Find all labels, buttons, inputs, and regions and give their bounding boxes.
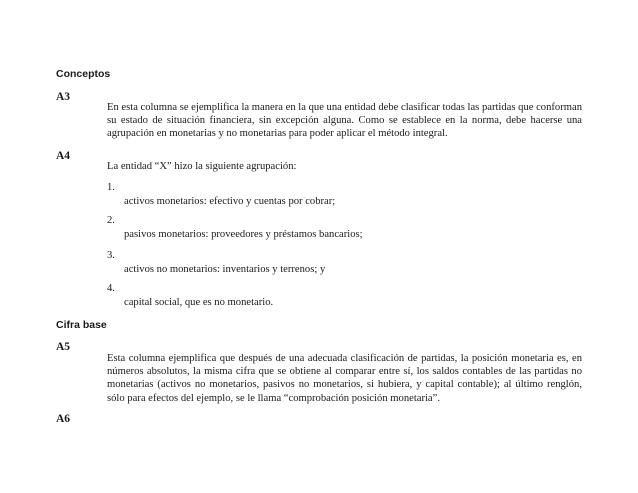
list-item-text: pasivos monetarios: proveedores y préstamos bancarios; [124, 229, 363, 240]
entry-label-a5: A5 [56, 341, 71, 353]
entry-label-a6: A6 [56, 413, 71, 425]
list-item-number: 3. [107, 250, 115, 261]
entry-label-a3: A3 [56, 91, 71, 103]
entry-text-a3: En esta columna se ejemplifica la manera en la que una entidad debe clasificar todas las partidas que conforman su estado de situación financiera, sin excepción alguna. Como se establece en la norma, debe hacerse una agrupación en monetarias y no monetarias para poder aplicar el método integral. [107, 102, 582, 140]
list-item-text: capital social, que es no monetario. [124, 297, 274, 308]
section-heading-cifra-base: Cifra base [56, 319, 107, 331]
list-item-number: 4. [107, 283, 115, 294]
entry-intro-a4: La entidad “X” hizo la siguiente agrupación: [107, 161, 297, 172]
list-item-number: 1. [107, 182, 115, 193]
section-heading-conceptos: Conceptos [56, 68, 111, 80]
entry-label-a4: A4 [56, 150, 71, 162]
list-item-text: activos monetarios: efectivo y cuentas por cobrar; [124, 196, 336, 207]
list-item-text: activos no monetarios: inventarios y terrenos; y [124, 264, 326, 275]
list-item-number: 2. [107, 215, 115, 226]
entry-text-a5: Esta columna ejemplifica que después de una adecuada clasificación de partidas, la posición monetaria es, en números absolutos, la misma cifra que se obtiene al comparar entre sí, los saldos contables de las partidas no monetarias (activos no monetarios, pasivos no monetarios, si hubiera, y capital contable); al último renglón, sólo para efectos del ejemplo, se le llama “comprobación posición monetaria”. [107, 353, 582, 404]
